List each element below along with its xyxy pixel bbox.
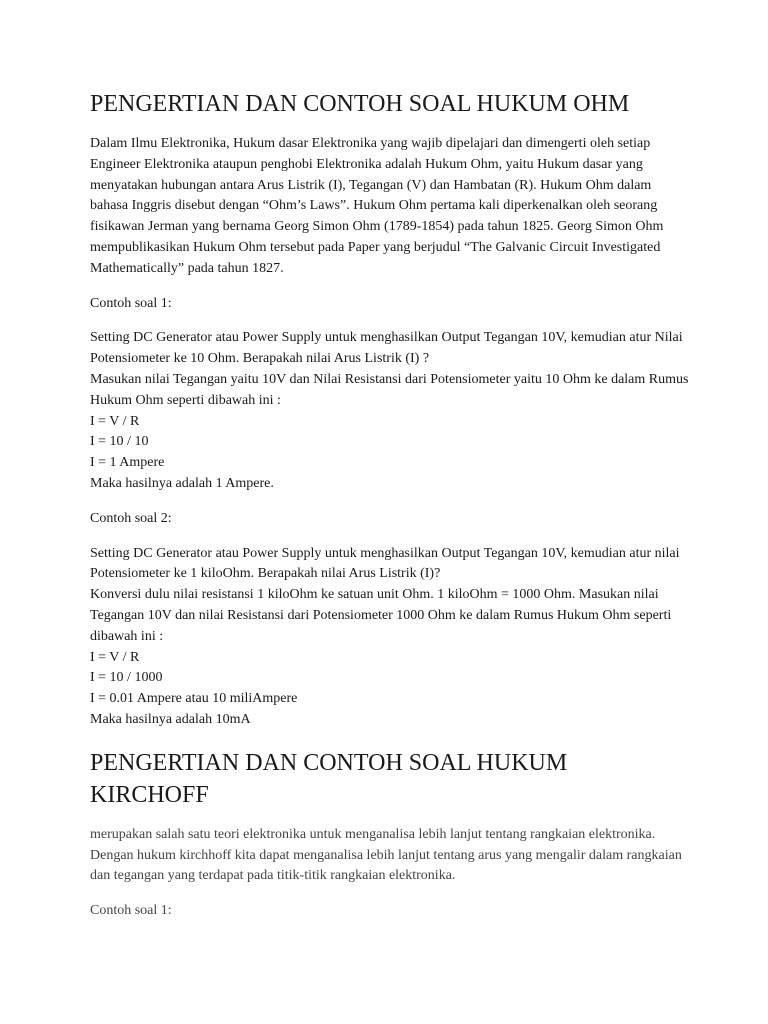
intro-hukum-ohm: Dalam Ilmu Elektronika, Hukum dasar Elektronika yang wajib dipelajari dan dimengerti oleh setiap Engineer Elektronika ataupun penghobi Elektronika adalah Hukum Ohm, yaitu Hukum dasar yang menyatakan hubungan antara Arus Listrik (I), Tegangan (V) dan Hambatan (R). Hukum Ohm dalam bahasa Inggris disebut dengan “Ohm’s Laws”. Hukum Ohm pertama kali diperkenalkan oleh seorang fisikawan Jerman yang bernama Georg Simon Ohm (1789-1854) pada tahun 1825. Georg Simon Ohm mempublikasikan Hukum Ohm tersebut pada Paper yang berjudul “The Galvanic Circuit Investigated Mathematically” pada tahun 1827. [90,136,664,276]
heading-hukum-ohm: PENGERTIAN DAN CONTOH SOAL HUKUM OHM [90,91,630,117]
intro-hukum-kirchoff: merupakan salah satu teori elektronika untuk menganalisa lebih lanjut tentang rangkaian elektronika. Dengan hukum kirchhoff kita dapat menganalisa lebih lanjut tentang arus yang mengalir dalam rangkaian dan tegangan yang terdapat pada titik-titik rangkaian elektronika. [90,826,682,884]
example-1-step-3: I = 1 Ampere [90,455,165,471]
example-2-body [90,544,690,731]
example-1-step-2: I = 10 / 10 [90,434,149,450]
example-1-question: Setting DC Generator atau Power Supply untuk menghasilkan Output Tegangan 10V, kemudian atur Nilai Potensiometer ke 10 Ohm. Berapakah nilai Arus Listrik (I) ? [90,330,683,367]
heading-hukum-kirchoff: PENGERTIAN DAN CONTOH SOAL HUKUM KIRCHOFF [90,749,568,808]
example-1-result: Maka hasilnya adalah 1 Ampere. [90,475,274,491]
example-1-explanation: Masukan nilai Tegangan yaitu 10V dan Nilai Resistansi dari Potensiometer yaitu 10 Ohm ke dalam Rumus Hukum Ohm seperti dibawah ini : [90,371,689,408]
example-2-question: Setting DC Generator atau Power Supply untuk menghasilkan Output Tegangan 10V, kemudian atur nilai Potensiometer ke 1 kiloOhm. Berapakah nilai Arus Listrik (I)? [90,545,680,582]
example-2-step-1: I = V / R [90,649,140,665]
example-2-result: Maka hasilnya adalah 10mA [90,711,251,727]
example-1-label: Contoh soal 1: [90,295,172,311]
example-1-step-1: I = V / R [90,413,140,429]
example-2-label: Contoh soal 2: [90,510,172,526]
example-2-step-2: I = 10 / 1000 [90,670,163,686]
example-1-body [90,328,690,494]
example-2-step-3: I = 0.01 Ampere atau 10 miliAmpere [90,691,298,707]
example-2-explanation: Konversi dulu nilai resistansi 1 kiloOhm ke satuan unit Ohm. 1 kiloOhm = 1000 Ohm. Masukan nilai Tegangan 10V dan nilai Resistansi dari Potensiometer 1000 Ohm ke dalam Rumus Hukum Ohm seperti dibawah ini : [90,587,672,644]
document-page [90,88,690,936]
kirchoff-example-1-label: Contoh soal 1: [90,903,172,919]
